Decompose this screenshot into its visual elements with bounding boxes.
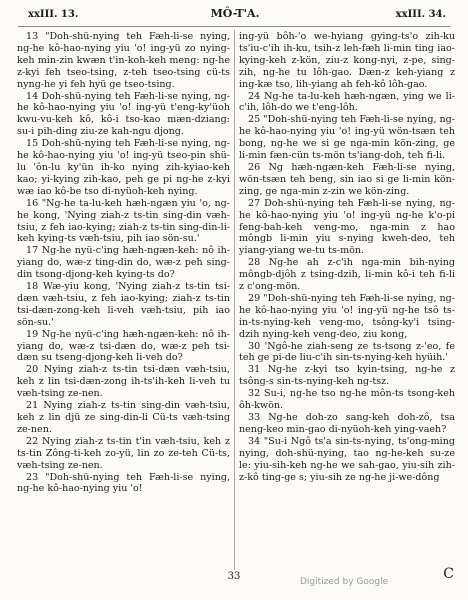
paragraph: 23 "Doh-shü-nying teh Fæh-li-se nying, ng-he kô-hao-nying yiu 'o! <box>17 471 230 495</box>
paragraph: ing-yü bôh-'o we-hyiang gying-ts'o zih-ku ts'iu-c'ih ih-ku, tsih-z leh-fæh li-min ting iao-kying-keh z-kön, ziu-z kong-nyi, z-pe, sing-zih, ng-he tu lôh-gao. Dæn-z keh-yiang z ing-kæ tso, lih-yiang ah feh-kô lôh-gao. <box>239 31 455 90</box>
header-chapter-end: xxIII. 34. <box>395 9 446 20</box>
digitization-watermark: Digitized by Google <box>300 577 389 587</box>
paragraph: 13 "Doh-shü-nying teh Fæh-li-se nying, ng-he kô-hao-nying yiu 'o! ing-yü zo nying-keh min-zin kwæn t'in-koh-keh meng: ng-he z-kyi feh tseo-tsing, z-teh tseo-tsing cü-ts nyng-he yi feh hyü ge tseo-tsing. <box>17 31 230 90</box>
column-divider <box>234 30 235 570</box>
paragraph: 34 "Su-i Ngô ts'a sin-ts-nying, ts'ong-ming nying, doh-shü-nying, tao ng-he-keh su-ze le: yiu-sih-keh ng-he we sah-gao, yiu-sih zih-z-kô ting-ge s; yiu-sih ze ng-he ji-we-dông <box>239 435 455 483</box>
header-chapter-start: xxIII. 13. <box>28 9 79 20</box>
paragraph: 21 Nying ziah-z ts-tin sing-din væh-tsiu, keh z lin djü ze sing-din-li Cü-ts væh-tsing ze-nen. <box>17 400 230 435</box>
paragraph: 33 Ng-he doh-zo sang-keh doh-zô, tsa neng-keo min-gao di-nyüoh-keh ying-vaeh? <box>239 412 455 435</box>
left-text-column <box>17 31 230 571</box>
page-number: 33 <box>227 571 241 582</box>
signature-mark: C <box>443 566 454 582</box>
paragraph: 24 Ng-he ta-lu-keh hæh-ngæn, ying we li-c'ih, lôh-do we t'eng-lôh. <box>239 90 455 114</box>
paragraph: 29 "Doh-shü-nying teh Fæh-li-se nying, ng-he kô-hao-nying yiu 'o! ing-yü ng-he tsô ts-in-ts-nying-keh veng-mo, tsông-ky'i tsing-dzih nying-keh veng-deo, ziu kong, <box>239 292 455 340</box>
paragraph: 22 Nying ziah-z ts-tin t'in væh-tsiu, keh z ts-tin Zông-ti-keh zo-yü, lin zo ze-teh Cü-ts, væh-tsing ze-nen. <box>17 435 230 471</box>
paragraph: 19 Ng-he nyü-c'ing hæh-ngæn-keh: nô ih-yiang do, wæ-z tsi-dæn do, wæ-z peh tsi-dæn su tseng-djong-keh li-veh do? <box>17 328 230 364</box>
paragraph: 26 Ng hæh-ngæn-keh Fæh-li-se nying, wön-tsæn teh beng, sin iao si ge li-min kön-zing, ge nga-min z-zin we kön-zing. <box>239 161 455 197</box>
paragraph: 18 Wæ-yiu kong, 'Nying ziah-z ts-tin tsi-dæn væh-tsiu, z feh iao-kying; ziah-z ts-tin tsi-dæn-zong-keh li-veh væh-tsiu, pih iao sön-su.' <box>17 281 230 328</box>
paragraph: 17 Ng-he nyü-c'ing hæh-ngæn-keh: nô ih-yiang do, wæ-z ting-din do, wæ-z peh sing-din tsong-djong-keh kying-ts do? <box>17 245 230 281</box>
header-rule <box>18 26 450 27</box>
header-book-title: MÔ-T'A. <box>210 7 260 20</box>
paragraph: 14 Doh-shü-nying teh Fæh-li-se nying, ng-he kô-hao-nying yiu 'o! ing-yü t'eng-ky'üoh kwu-vu-keh kô, kô-i tso-kao mæn-dziang: su-i pih-ding ziu-ze kah-ngu djong. <box>17 90 230 138</box>
paragraph: 25 "Doh-shü-nying teh Fæh-li-se nying, ng-he kô-hao-nying yiu 'o! ing-yü wön-tsæn teh bong, ng-he we si ge nga-min kön-zing, ge li-min fæn-cün ts-mön ts'iang-doh, teh fi-li. <box>239 114 455 162</box>
right-text-column <box>239 31 455 571</box>
paragraph: 32 Su-i, ng-he tso ng-he môn-ts tsong-keh ôh-kwön. <box>239 388 455 412</box>
paragraph: 28 Ng-he ah z-c'ih nga-min bih-nying môngb-djôh z tsing-dzih, li-min kô-i teh fi-li z c'ong-mön. <box>239 257 455 293</box>
paragraph: 20 Nying ziah-z ts-tin tsi-dæn væh-tsiu, keh z lin tsi-dæn-zong ih-ts'ih-keh li-veh tu væh-tsing ze-nen. <box>17 364 230 400</box>
paragraph: 31 Ng-he z-kyi tso kyin-tsing, ng-he z tsông-s sin-ts-nying-keh ng-tsz. <box>239 364 455 388</box>
paragraph: 16 "Ng-he ta-lu-keh hæh-ngæn yiu 'o, ng-he kong, 'Nying ziah-z ts-tin sing-din væh-tsiu, z feh iao-kying; ziah-z ts-tin sing-din-li-keh kying-ts væh-tsiu, pih iao sön-su.' <box>17 197 230 245</box>
page-header <box>16 7 454 23</box>
paragraph: 30 'Ngô-he ziah-seng ze ts-tsong z-'eo, fe teh ge pi-de liu-c'ih sin-ts-nying-keh hyüih.' <box>239 340 455 364</box>
paragraph: 15 Doh-shü-nying teh Fæh-li-se nying, ng-he kô-hao-nying yiu 'o! ing-yü tseo-pin shü-lu 'ôn-lu ky'ün ih-ko nying zih-kyiao-keh kao; yi-kying zih-kao, peh ge pi ng-he z-kyi wæ iao kô-be tso di-nyüoh-keh nying. <box>17 138 230 197</box>
paragraph: 27 Doh-shü-nying teh Fæh-li-se nying, ng-he kô-hao-nying yiu 'o! ing-yü ng-he k'o-pi feng-bah-keh veng-mo, nga-min z hao môngb li-min yiu s-nying kweh-deo, teh yiang-yiang we-tu ts-mön. <box>239 197 455 257</box>
